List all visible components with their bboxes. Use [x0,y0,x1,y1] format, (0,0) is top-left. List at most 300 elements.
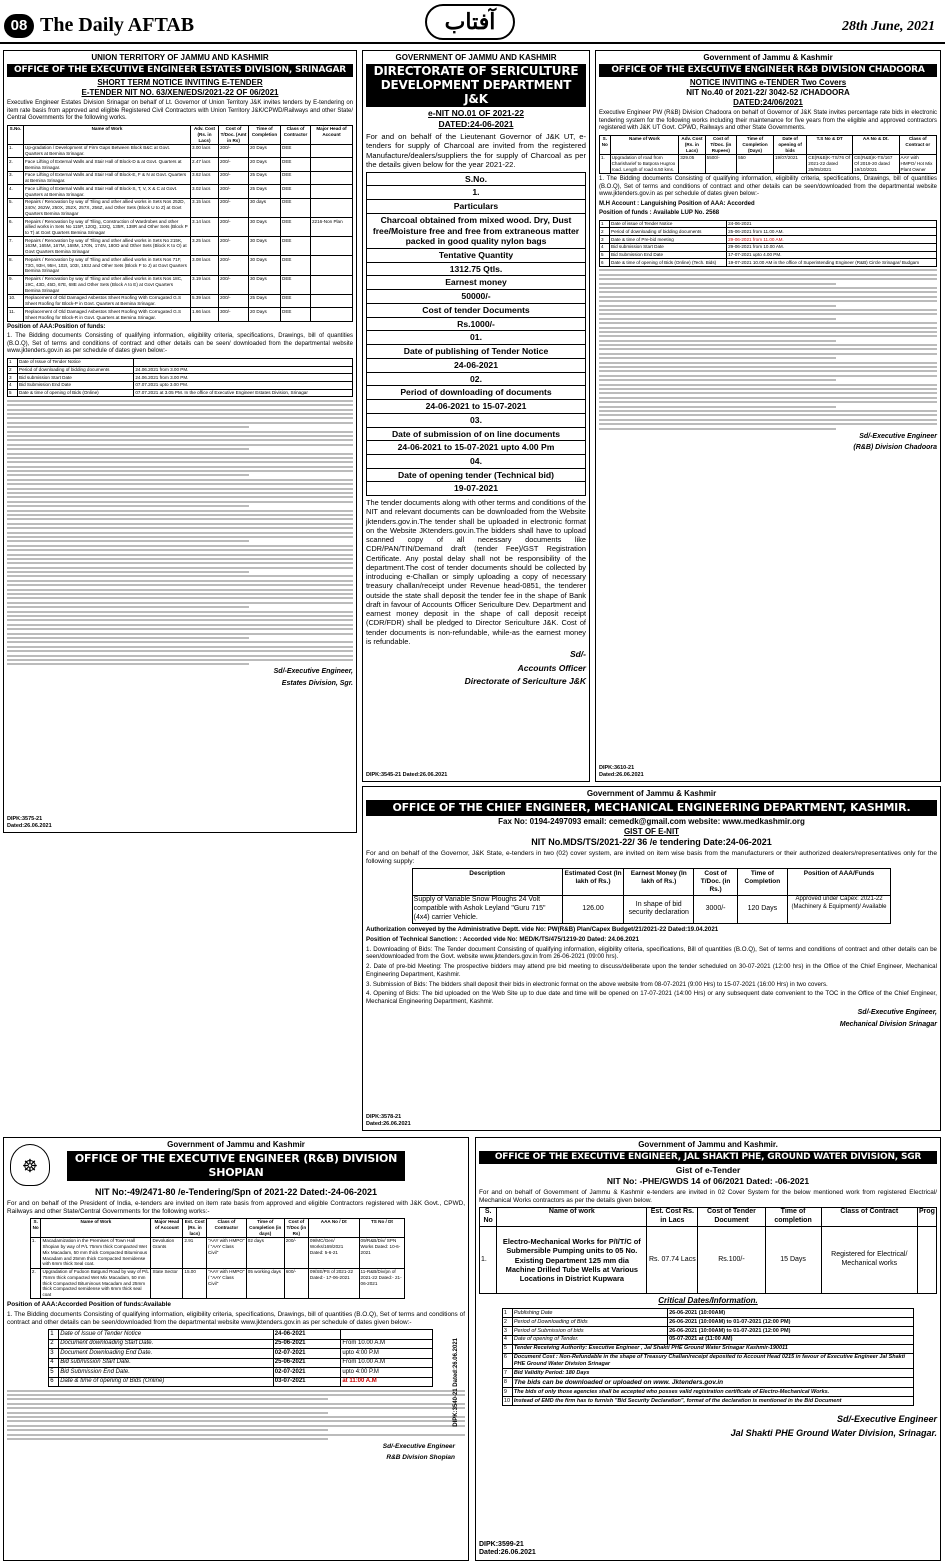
col-header: Class of Contract [821,1207,917,1227]
cell: 1 [8,358,18,366]
cell: 6 [600,259,610,267]
field-value: 24-06-2021 [367,359,585,373]
field-label: Period of downloading of documents [367,386,585,400]
table-row [600,251,937,259]
gov-header: Government of Jammu & Kashmir [586,789,717,798]
table-row [8,294,353,307]
nit-date: DATED:24/06/2021 [733,98,803,108]
col-header: Major Head of Account [151,1218,183,1237]
table-row [502,1353,913,1369]
table-row [600,228,937,236]
cell: 24-06-2021 [727,220,937,228]
cell: 7 [502,1369,512,1378]
ad-estates-division [3,50,357,833]
col-header: AAA No / Dt [308,1218,359,1237]
cell: 3. [8,171,24,184]
nit-number: NIT No.MDS/TS/2021-22/ 36 /e tendering Date:24-06-2021 [531,836,772,847]
para-3: 3. Submission of Bids: The bidders shall deposit their bids in electronic format on the above website from 08-07-2021 (9:00 Hrs) to 15-07-2021 (16:00 Hrs) in two covers. [366,980,828,988]
cell: 4. [8,185,24,198]
col-header: AA No & Dt. [853,135,899,154]
cell: AAY with HMPO/ Hot Mix Plant Owner [899,154,936,173]
cell [311,294,353,307]
cell: 9 [502,1388,512,1397]
schedule-table [502,1308,914,1406]
cell: 200/- [219,185,249,198]
cell: 200/- [219,275,249,294]
table-row [8,358,353,366]
page-number: 08 [4,14,34,38]
field-value: 24-06-2021 to 15-07-2021 upto 4.00 Pm [367,441,585,455]
field-label: S.No. [367,173,585,187]
col-header: Time of Completion (in days) [246,1218,284,1237]
cell: 09/MC/Gen/ Works/169/2021 Dated: 5-6-21 [308,1237,359,1268]
col-header: Est. Cost (Rs. in lacs) [184,1219,205,1236]
cell [311,237,353,256]
cell: Bid submission Start Date [18,374,134,382]
cell: 25 Days [249,171,281,184]
cell: 5.39 lacs [191,294,219,307]
table-row [8,256,353,275]
cell: 26-06-2021 (10:00AM) [668,1309,914,1318]
table-row [600,236,937,244]
table-row [49,1377,433,1387]
field-value: 1. [367,186,585,200]
cell: 6 [49,1377,59,1387]
cell: 9. [8,275,24,294]
cell: 30 Days [249,275,281,294]
aaa-position: Position of AAA:Accorded Position of funds:Available [7,1301,171,1309]
cell: 3.25 lacs [191,237,219,256]
cell: 20 Days [249,158,281,171]
signature-office: Jal Shakti PHE Ground Water Division, Srinagar. [730,1428,937,1439]
cell: 26-06-2021 (10:00AM) to 01-07-2021 (12:00 PM) [668,1318,914,1327]
col-header: Adv. Cost (Rs. in Lacs) [679,135,705,154]
supply-table [412,868,892,924]
cell: CE(R&B)K-TS/167 Of 2019-20 dated 19/10/2021 [853,154,899,173]
field-value: 24-06-2021 to 15-07-2021 [367,400,585,414]
cell: Bid submission Start Date. [59,1358,274,1368]
cell: 3.19 lacs [191,275,219,294]
cell: Upgradation of road from Charisharief to Batpora Hugroo road. Length of road 6.50 kms. [610,154,679,173]
col-header: Prog [918,1207,937,1227]
field-value: Rs.1000/- [367,318,585,332]
para-2: 2. Date of pre-bid Meeting: The prospective bidders may attend pre bid meeting to discuss/deliberate upon the tender scheduled on 30-07-2021 (12:00 hrs) in the Office of the Chief Engineer, Mechanical Engineering Department, Kashmir. [366,963,937,978]
col-header: Adv. Cost (Rs. in Lacs) [191,125,219,144]
cell: 5500/- [705,154,736,173]
cell: Bid Validity Period: 180 Days [512,1369,913,1378]
field-label: Cost of tender Documents [367,304,585,318]
cell: "AAY with HMPO" / "AAY Class Civil" [207,1268,247,1299]
cell: 200/- [219,171,249,184]
cell: 6. [8,218,24,237]
cell: Period of downloading of bidding documents [18,366,134,374]
col-header: Time of Completion [738,869,788,895]
technical-sanction: Position of Technical Sanction: : Accorded vide No: MED/K/TS/475/1219-20 Dated: 24.06.2021 [366,935,640,943]
works-table [599,135,937,174]
funds-position: Position of funds : Available LUP No. 2568 [599,210,720,217]
cell: 30 Days [249,237,281,256]
cell: Date & time of opening of Bids (Online) (Tech. Bids) [610,259,727,267]
cell: 2 [600,228,610,236]
cell [311,198,353,217]
field-label: Date of submission of on line documents [367,428,585,442]
cell: DEE [281,237,311,256]
signature: Sd/-Executive Engineer, [857,1008,937,1016]
cell: 25 Days [249,294,281,307]
cell: 8. [8,256,24,275]
gov-header: Government of Jammu & Kashmir [703,53,833,62]
para-1: 1. The Bidding documents Consisting of qualifying information, eligibility criteria, specifications, Drawings, bill of quantities (B.O.Q), Set of terms and conditions of contract and other details can be seen/downloaded from the departmental website www.jktenders.gov.in as per schedule of dates given below:- [599,176,937,198]
cell: Date of Issue of Tender Notice [59,1330,274,1340]
cell: 29-06-2021 from 11.00 AM. [727,236,937,244]
gov-header: GOVERNMENT OF JAMMU AND KASHMIR [395,53,557,62]
cell: DEE [281,185,311,198]
nit-number: NIT No: -PHE/GWDS 14 of 06/2021 Dated: -06-2021 [606,1175,810,1186]
cell: 19-07-2021 10.00 AM in the office of Superintending Engineer (R&B) Circle Srinagar/ Budgam [727,259,937,267]
cell: DEE [281,171,311,184]
col-header: S.No. [8,125,24,144]
cell: 02-07-2021 [273,1368,341,1378]
table-row [8,237,353,256]
table-row [8,374,353,382]
table-row [502,1369,913,1378]
table-row [502,1309,913,1318]
col-header: Earnest Money (In lakh of Rs.) [624,869,694,895]
aftab-logo: آفتاب [425,4,515,40]
intro-text: Executive Engineer PW (R&B) Division Chadoora on behalf of Governor of J&K State invites percentage rate bids in electronic tendering system for the following works including their maintenance for five years from the eligible and approved contractors registered with J&K UT Govt. CPWD, Railways and other State Governments. [599,110,937,132]
cell: 3.62 lacs [191,171,219,184]
cell: 1.66 lacs [191,308,219,321]
dipk-number: DIPK:3610-21 Dated:26.06.2021 [599,765,644,779]
cell: 126.00 [562,895,624,923]
table-row [502,1344,913,1353]
aaa-position: Position of AAA:Position of funds: [7,323,106,330]
gov-header: UNION TERRITORY OF JAMMU AND KASHMIR [91,53,269,62]
field-label: 04. [367,455,585,469]
cell: Replacement of Old Damaged Asbestos Sheet Roofing With Corrugated G.S Sheet Roofing for Block-P in Govt. Quarters at Bemina Srinagar. [24,294,191,307]
cell: upto 4:00 P.M [341,1368,433,1378]
signature-title: Accounts Officer [517,662,586,673]
cell: Period of Downloading of Bids [512,1318,667,1327]
cell [341,1330,433,1340]
table-row [480,1227,937,1294]
cell: Period of downloading of bidding documents [610,228,727,236]
para-1: 1. Downloading of Bids: The Tender document Consisting of qualifying information, eligibility criteria, specifications, Bill of quantities (B.O.Q), Set of terms and conditions of contract and other details can be seen/downloaded from the Govt. website www.jktenders.gov.in from 26-06-2021 (09:00 hrs). [366,945,937,961]
table-row [49,1358,433,1368]
col-header: Description [412,869,562,895]
notice-title: NOTICE INVITING e-TENDER Two Covers [689,78,847,88]
cell: Date of Issue of Tender Notice [18,358,134,366]
cell: 8 [502,1378,512,1388]
field-value: 50000/- [367,290,585,304]
signature: Sd/-Executive Engineer [859,432,937,440]
cell: 02 days [246,1237,284,1268]
cell: Repairs / Renovation by way of Tiling and other allied works in Sets No 215K, 163M, 165M, 167M, 168M, 170N, 174N, 180O and Other Sets (Block K to O) at Govt Quarters Bemina Srinagar [24,237,191,256]
col-header: Est. Cost Rs. in Lacs [647,1207,698,1227]
cell [311,171,353,184]
field-label: Particulars [367,200,585,214]
cell: 1. [480,1227,497,1294]
ad-sericulture [362,50,590,782]
cell [311,256,353,275]
col-header: S. No [480,1207,497,1227]
col-header: Cost of T/Doc. (in Rs.) [694,869,738,895]
cell: 6 [502,1353,512,1369]
cell: 2 [502,1318,512,1327]
nit-number: E-TENDER NIT NO. 63/XEN/EDS/2021-22 OF 06/2021 [81,88,279,98]
mh-account: M.H Account : Languishing Position of AAA: Accorded [599,200,755,207]
table-row [49,1330,433,1340]
cell: 15 Days [765,1227,821,1294]
col-header: Name of work [497,1207,647,1227]
notice-title: SHORT TERM NOTICE INVITING E-TENDER [97,78,263,88]
table-row [600,154,937,173]
cell: 24-06-2021 [273,1330,341,1340]
table-row [8,171,353,184]
fine-print [7,400,353,665]
office-banner: OFFICE OF THE CHIEF ENGINEER, MECHANICAL ENGINEERING DEPARTMENT, KASHMIR. [366,800,937,816]
table-row [8,275,353,294]
cell: Date & time of Pre-bid meeting [610,236,727,244]
cell: Face Lifting of External Walls and Stair Hall of Block-E, F & N at Govt. Quarters at Bemina Srinagar. [24,171,191,184]
cell: 329.05 [679,154,705,173]
cell: Replacement of Old Damaged Asbestos Sheet Roofing With Corrugated G.S Sheet Roofing for Block-R in Govt. Quarters at Bemina Srinagar. [24,308,191,321]
cell: 25-06-2021 [273,1339,341,1349]
cell: 200/- [219,144,249,157]
cell: Period of Submission of bids [512,1327,667,1336]
works-table [7,125,353,322]
cell: "AAY with HMPO" / "AAY Class Civil" [207,1237,247,1268]
cell: 3 [600,236,610,244]
col-header: Name of Work [610,135,679,154]
cell [918,1227,937,1294]
para-1: 1. The Bidding documents Consisting of qualifying information, eligibility criteria, specifications, Drawings, bill of quantities (B.O.Q), Set of terms and conditions of contract and other details can be seen/downloaded from the departmental website www.jktenders.gov.in as per schedule of dates given below:- [7,1311,465,1327]
field-value: 19-07-2021 [454,483,498,494]
cell: 3 [8,374,18,382]
cell: 3.15 lacs [191,198,219,217]
cell: 600/- [284,1268,308,1299]
cell: Up-gradation / Development of Firm Gaps Between Block B&C at Govt. Quarters at Bemina Srinagar. [24,144,191,157]
col-header: Cost of T/Doc (in Rs) [284,1218,308,1237]
cell: 2.91 [183,1237,207,1268]
cell: DEE [281,198,311,217]
schedule-table [48,1329,433,1387]
cell: 07.07.2021 upto 3.00 PM. [134,381,353,389]
fine-print [599,269,937,429]
intro-text: Executive Engineer Estates Division Srinagar on behalf of Lt. Governor of Union Territory J&K invites tenders by E-tendering on item rate basis from approved and eligible Registered Civil Contractors with Union Territory J&K/CPWD/Railways and other State/ Central Governments for the following works. [7,100,353,122]
cell: 5 [502,1344,512,1353]
cell: 17-07-2021 upto 4.00 PM. [727,251,937,259]
table-row [8,158,353,171]
col-header: Cost of T/Doc. (Amt in Rs) [219,125,249,144]
cell: 1. [30,1237,41,1268]
cell: 24.06.2021 from 3.00 PM. [134,366,353,374]
dipk-number: DIPK:3575-21 Dated:26.06.2021 [7,816,52,830]
cell: DEE [281,256,311,275]
cell: Repairs / Renovation by way of Tiling and other allied works in Sets Nos 252D, 240V, 262W, 250X, 252X, 257X, 256Z, and Other Sets (Block U to Z) at Govt Quarters Bemina Srinagar [24,198,191,217]
masthead [0,0,945,44]
cell [311,275,353,294]
cell: Tender Receiving Authority: Executive Engineer , Jal Shakti PHE Ground Water Srinagar Kashmir-190011 [512,1344,913,1353]
col-header: Estimated Cost (In lakh of Rs.) [562,869,624,895]
cell: 200/- [219,256,249,275]
table-row [8,381,353,389]
cell: DEE [281,158,311,171]
cell: Face Lifting of External Walls and Stair Hall of Block-S, T, V, X & C at Govt. Quarters at Bemina Srinagar. [24,185,191,198]
office-banner: DIRECTORATE OF SERICULTURE DEVELOPMENT DEPARTMENT J&K [366,64,586,107]
signature: Sd/-Executive Engineer [836,1414,937,1425]
intro-text: For and on behalf of the Governor, J&K State, e-tenders in two (02) cover system, are invited on item wise basis from the manufacturers or their authorized dealers/representatives only for the following supply: [366,850,937,866]
field-label: Date of opening tender (Technical bid) [367,469,585,483]
cell: 09/R&B/Div/ SPN Works Dated: 10-6-2021 [359,1237,405,1268]
cell: Repairs / Renovation by way of Tiling and other allied works in Sets Nos 71F, 73G, 93H, 95H, 102I, 103I, 193J and Other Sets (Block F to J) at Govt Quarters Bemina Srinagar [24,256,191,275]
cell: DEE [281,218,311,237]
cell: 200/- [219,237,249,256]
cell: 550 [737,154,774,173]
works-table [30,1218,406,1300]
cell: 10. [8,294,24,307]
table-row [600,259,937,267]
cell: From 10.00 A.M [341,1358,433,1368]
table-row [600,243,937,251]
office-banner: OFFICE OF THE EXECUTIVE ENGINEER R&B DIVISION CHADOORA [599,64,937,77]
col-header: Position of AAA/Funds [787,869,891,895]
signature-office: Directorate of Sericulture J&K [464,676,586,687]
cell: 2. [8,158,24,171]
col-header: Class of Contractor [207,1218,247,1237]
col-header: Class of Contract or [899,135,936,154]
tender-details-box [366,172,586,497]
cell: Bid submission Start Date [610,243,727,251]
cell: upto 4:00 P.M [341,1349,433,1359]
dipk-number: DIPK:3599-21 Dated:26.06.2021 [479,1540,536,1557]
cell: 26-06-2021 (10:00AM) to 01-07-2021 (12:00 PM) [668,1327,914,1336]
cell: 300/- [219,308,249,321]
works-table [479,1207,937,1295]
table-row [30,1237,405,1268]
table-row [8,198,353,217]
field-value: Charcoal obtained from mixed wood. Dry, Dust free/Moisture free and free from extraneous matter packed in good quality nylon bags [367,214,585,249]
ad-rb-chadoora [595,50,941,782]
col-header: Cost of T/Doc. (in Rupees) [705,135,736,154]
col-header: Class of Contractor [281,125,311,144]
cell: Registered for Electrical/ Mechanical works [821,1227,917,1294]
cell: 30 days [249,198,281,217]
nit-number: NIT No.40 of 2021-22/ 3042-52 /CHADOORA [686,88,850,98]
cell: In shape of bid security declaration [624,895,694,923]
schedule-table [599,220,937,267]
cell [311,158,353,171]
cell: 15.00 [183,1268,207,1299]
col-header: Time of Completion (Days) [737,135,774,154]
table-row [502,1318,913,1327]
cell: 200/- [219,218,249,237]
cell: 4 [502,1335,512,1344]
cell: 5 [600,251,610,259]
gist-title: GIST OF E-NIT [623,826,680,836]
cell: Rs.100/- [698,1227,765,1294]
cell: 3 [502,1327,512,1336]
table-row [8,218,353,237]
cell: 3000/- [694,895,738,923]
field-value: 1312.75 Qtls. [367,263,585,277]
col-header: Name of Work [24,125,191,144]
col-header: Time of Completion [249,125,281,144]
table-row [49,1339,433,1349]
table-row [49,1368,433,1378]
cell: 4 [49,1358,59,1368]
cell: 1 [600,220,610,228]
office-banner: OFFICE OF THE EXECUTIVE ENGINEER ESTATES DIVISION, SRINAGAR [7,64,353,77]
col-header: T.S No & DT [807,135,853,154]
col-header: Major Head of Account [311,125,353,144]
cell: 4 [600,243,610,251]
cell: 7. [8,237,24,256]
table-row [8,366,353,374]
gov-header: Government of Jammu and Kashmir [167,1140,305,1149]
signature-office: Mechanical Division Srinagar [839,1020,937,1028]
cell: 200/- [284,1237,308,1268]
cell: Document Cost : Non-Refundable in the shape of Treasury Challan/receipt deposited to Account Head 0215 in favour of Executive Engineer Jal Shakti PHE Ground Water Division Srinagar [512,1353,913,1369]
table-row [30,1268,405,1299]
table-row [502,1327,913,1336]
col-header: Name of Work [41,1218,151,1237]
field-label: 03. [367,414,585,428]
fine-print [7,1390,465,1440]
cell: 3.08 lacs [191,256,219,275]
cell: Macadamization in the Premises of Town Hall Shopian by way of P/L 75mm thick Compacted Wet Mix Macadam, 50 mm thick Compacted Bituminous Macadam and 25mm thick Compacted Semidense with 6mm thick Seal coat. [41,1237,151,1268]
table-row [8,185,353,198]
cell: Face Lifting of External Walls and Stair Hall of Block-D & at Govt. Quarters at Bemina Srinagar. [24,158,191,171]
col-header: S. No [600,135,611,154]
cell: 1 [49,1330,59,1340]
office-banner: OFFICE OF THE EXECUTIVE ENGINEER, JAL SHAKTI PHE, GROUND WATER DIVISION, SGR [479,1151,937,1164]
cell: 29-06-2021 from 10.00 AM. [727,243,937,251]
schedule-table [7,358,353,398]
cell: 05 working days [246,1268,284,1299]
cell: 25-06-2021 [273,1358,341,1368]
cell: at 11:00 A.M [341,1377,433,1387]
dipk-number: DIPK:3540-21 Dated:26.06.2021 [452,1338,459,1427]
cell: Date of opening of Tender. [512,1335,667,1344]
ad-jal-shakti [475,1137,941,1561]
contact-line: Fax No: 0194-2497093 email: cemedk@gmail.com website: www.medkashmir.org [498,816,805,826]
cell: 2 [8,366,18,374]
cell: Approved under Capex: 2021-22 (Machinery & Equipment)/ Available [787,895,891,923]
cell: Bid Submission End Date [610,251,727,259]
cell: 3.02 lacs [191,185,219,198]
dipk-number: DIPK:3545-21 Dated:26.06.2021 [366,772,448,779]
gist-title: Gist of e-Tender [675,1165,741,1176]
cell: 24.06.2021 from 3.00 PM. [134,374,353,382]
table-row [8,389,353,397]
table-row [8,144,353,157]
cell: The bids can be downloaded or uploaded on www. Jktenders.gov.in [512,1378,913,1388]
newspaper-title: The Daily AFTAB [40,14,195,36]
cell: The bids of only those agencies shall be accepted who posses valid registration certificate of Electro-Mechanical Works. [512,1388,913,1397]
cell: 200/- [219,198,249,217]
cell: 10 [502,1397,512,1406]
nit-date: DATED:24-06-2021 [438,119,514,130]
cell: 30 Days [249,218,281,237]
cell: 25 Days [249,185,281,198]
cell: CE(R&B)K-TS/76 Of 2021-22 dated 25/05/2021 [807,154,853,173]
table-row [502,1378,913,1388]
field-label: 02. [367,373,585,387]
cell: 3.00 lacs [191,144,219,157]
cell: 2216-Non Plan [311,218,353,237]
col-header: Time of completion [765,1207,821,1227]
